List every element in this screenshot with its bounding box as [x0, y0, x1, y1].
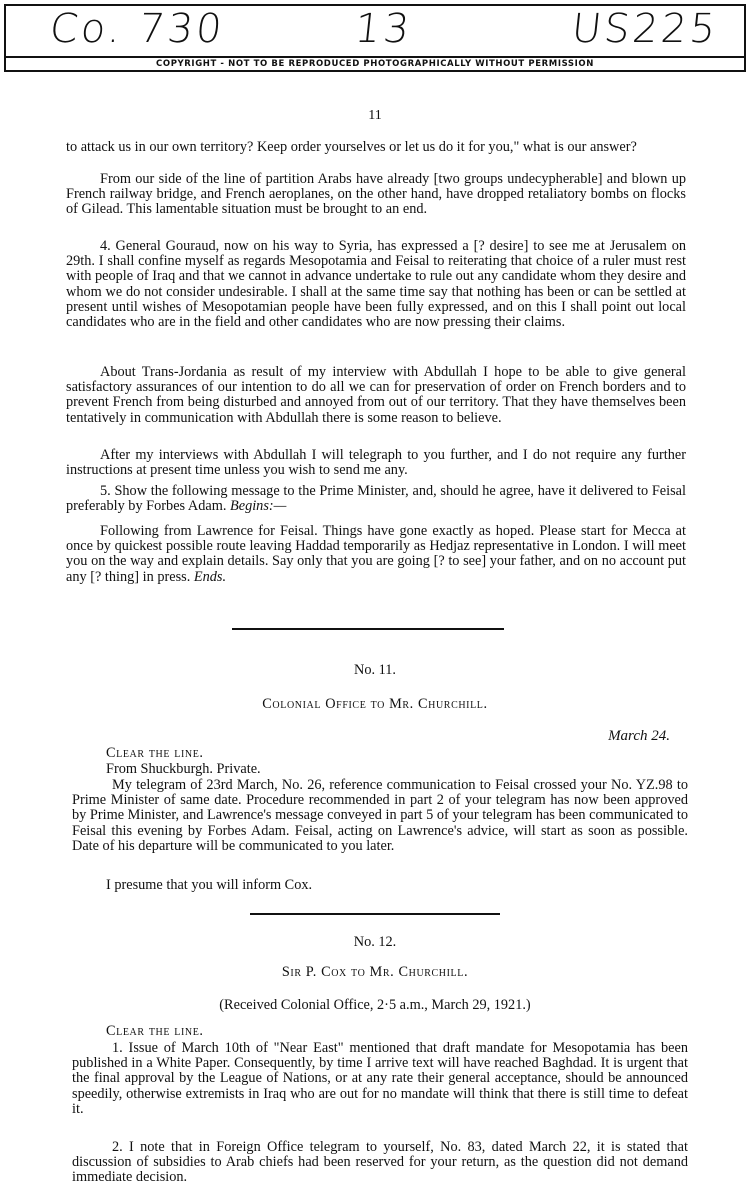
received-note: (Received Colonial Office, 2·5 a.m., March 29, 1921.)	[219, 997, 531, 1013]
paragraph: From our side of the line of partition Arabs have already [two groups undecypherable] and blown up French railway bridge, and French aeroplanes, on the other hand, have dropped retaliatory bombs on flocks of Gilead. This lamentable situation must be brought to an end.	[66, 171, 686, 218]
document-date: March 24.	[608, 728, 670, 744]
paragraph	[66, 524, 686, 585]
document-heading: Colonial Office to Mr. Churchill.	[262, 696, 488, 712]
handwritten-series-ref: Co. 730	[47, 6, 227, 52]
paragraph: After my interviews with Abdullah I will telegraph to you further, and I do not require any further instructions at present time unless you wish to send me any.	[66, 447, 686, 479]
begins-marker: Begins:—	[229, 498, 287, 515]
ends-marker: Ends.	[193, 568, 227, 585]
paragraph: I presume that you will inform Cox.	[106, 877, 313, 893]
from-line: From Shuckburgh. Private.	[106, 761, 261, 777]
copyright-notice: COPYRIGHT - NOT TO BE REPRODUCED PHOTOGRAPHICALLY WITHOUT PERMISSION	[4, 56, 746, 70]
paragraph: 1. Issue of March 10th of "Near East" mentioned that draft mandate for Mesopotamia has been published in a White Paper. Consequently, by time I arrive text will have reached Baghdad. It is urgent that the final approval by the League of Nations, or at any rate their general acceptance, should be announced speedily, otherwise extremists in Iraq who are out for no mandate will think that there is still time to defeat it.	[72, 1040, 688, 1117]
page-number: 11	[368, 108, 382, 123]
paragraph-text: Following from Lawrence for Feisal. Things have gone exactly as hoped. Please start for Mecca at once by quickest possible route leaving Haddad temporarily as Hedjaz representative in London. I will meet you on the way and explain details. Say only that you are going [? to see] your father, and on no account put any [? thing] in press.	[66, 523, 686, 585]
document-number: No. 12.	[353, 934, 397, 950]
handwritten-piece-ref: 13	[352, 6, 415, 52]
paragraph: About Trans-Jordania as result of my interview with Abdullah I hope to be able to give general satisfactory assurances of our intention to do all we can for preservation of order on French borders and to prevent French from being disturbed and annoyed from out of our territory. That they have themselves been tentatively in communication with Abdullah there is some reason to believe.	[66, 364, 686, 426]
paragraph: 2. I note that in Foreign Office telegram to yourself, No. 83, dated March 22, it is stated that discussion of subsidies to Arab chiefs had been reserved for your return, as the question did not demand immediate decision.	[72, 1139, 688, 1186]
section-divider	[232, 628, 504, 630]
paragraph-text: 5. Show the following message to the Prime Minister, and, should he agree, have it delivered to Feisal preferably by Forbes Adam.	[66, 483, 686, 515]
handwritten-folio-ref: US225	[569, 6, 721, 52]
paragraph	[66, 484, 686, 514]
clear-line: Clear the line.	[106, 745, 204, 761]
paragraph: 4. General Gouraud, now on his way to Syria, has expressed a [? desire] to see me at Jerusalem on 29th. I shall confine myself as regards Mesopotamia and Feisal to reiterating that choice of a ruler must rest with people of Iraq and that we cannot in advance undertake to rule out any candidate whom they desire and whom we do not consider undesirable. I shall at the same time say that nothing has been or can be settled at present until wishes of Mesopotamian people have been fully expressed, and on this I shall point out local candidates who are in the field and other candidates who are now pressing their claims.	[66, 238, 686, 331]
paragraph: My telegram of 23rd March, No. 26, reference communication to Feisal crossed your No. YZ.98 to Prime Minister of same date. Procedure recommended in part 2 of your telegram has now been approved by Prime Minister, and Lawrence's message conveyed in part 5 of your telegram has been communicated to Feisal this evening by Forbes Adam. Feisal, acting on Lawrence's advice, will start as soon as possible. Date of his departure will be communicated to you later.	[72, 777, 688, 854]
document-heading: Sir P. Cox to Mr. Churchill.	[281, 964, 469, 980]
continued-text: to attack us in our own territory? Keep order yourselves or let us do it for you," what is our answer?	[66, 139, 637, 155]
document-number: No. 11.	[354, 662, 396, 678]
section-divider	[250, 913, 500, 915]
clear-line: Clear the line.	[106, 1023, 204, 1039]
